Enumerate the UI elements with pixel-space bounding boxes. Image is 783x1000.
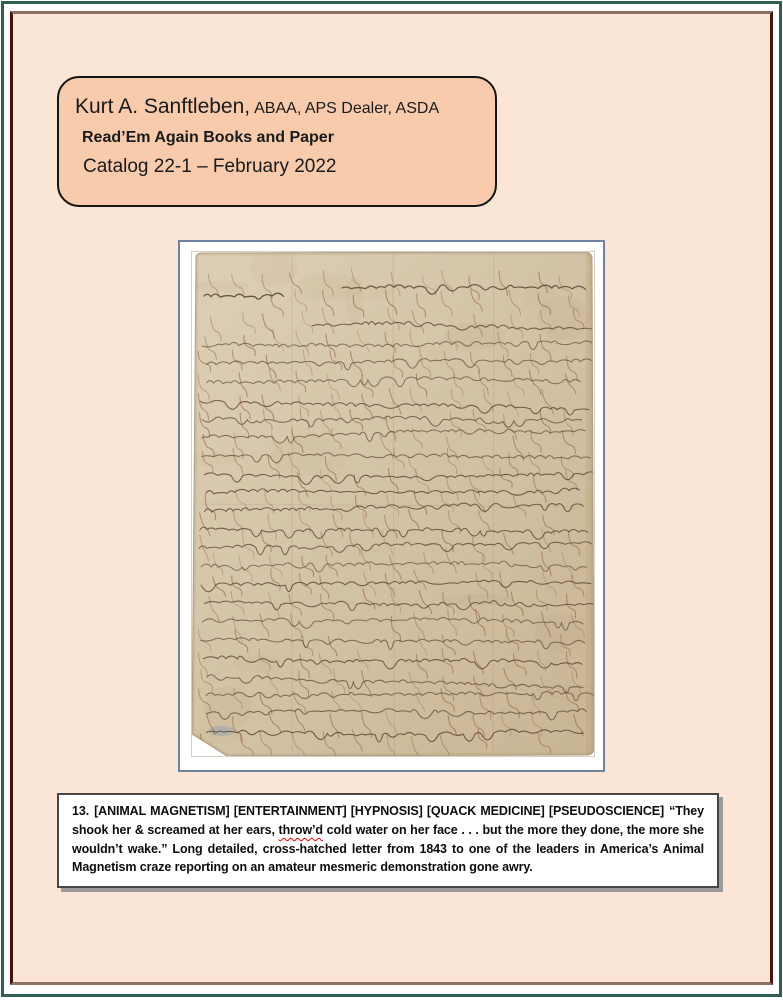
item-description-box [57, 793, 719, 888]
item-summary: Long detailed, cross-hatched letter from 1843 to one of the leaders in America’s Animal Magnetism craze reporting on an amateur mesmeric demonstration gone awry. [72, 841, 704, 875]
quote-part-2: cold water on her face . . . but the more they done, the more she wouldn’t wake.” [72, 822, 704, 856]
item-categories: [ANIMAL MAGNETISM] [ENTERTAINMENT] [HYPNOSIS] [QUACK MEDICINE] [PSEUDOSCIENCE] [94, 804, 665, 818]
dealer-name-line [75, 95, 479, 119]
letter-image [192, 252, 594, 756]
catalog-title: Catalog 22-1 – February 2022 [83, 156, 337, 178]
misspelled-word: throw’d [278, 822, 323, 837]
item-number: 13. [72, 804, 90, 818]
quote-part-1: “They shook her & screamed at her ears, [72, 804, 704, 837]
letter-photograph [192, 252, 594, 756]
catalog-page [10, 11, 773, 985]
dealer-header-box [57, 76, 497, 207]
item-description-text [72, 802, 704, 877]
letter-photo-frame [178, 240, 605, 772]
dealer-name: Kurt A. Sanftleben, [75, 95, 251, 118]
page-outer-frame [1, 1, 782, 997]
dealer-credentials: ABAA, APS Dealer, ASDA [254, 100, 440, 117]
business-name: Read’Em Again Books and Paper [82, 129, 334, 147]
